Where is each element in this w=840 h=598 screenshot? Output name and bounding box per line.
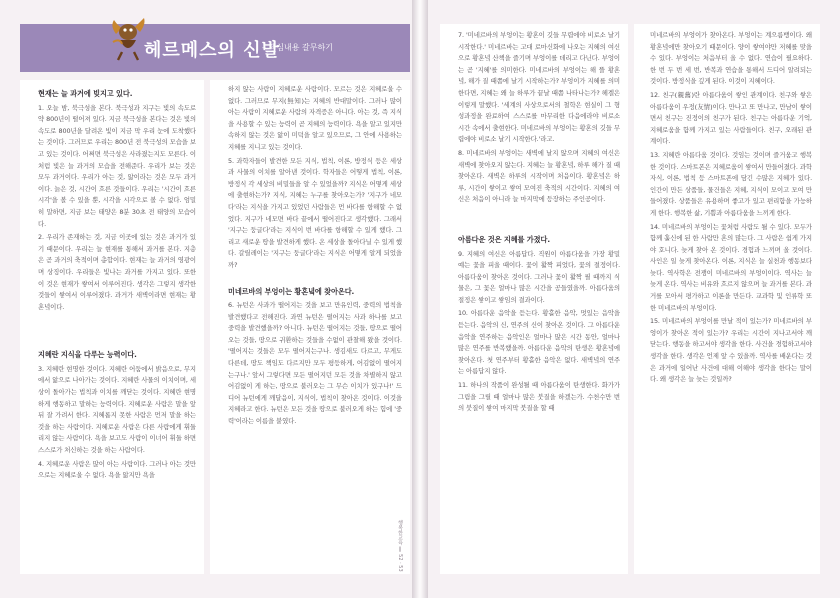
paragraph: 1. 오늘 밤, 북극성을 본다. 북극성과 지구는 빛의 속도로 약 800년이 떨어져 있다. 지금 북극성을 본다는 것은 빛의 속도로 800년을 달려온 빛이 지금 막 우리 눈에 도착했다는 것이다. 그러므로 우리는 800년 전 북극성의 모습을 보고 있는 것이다. 어쩌면 북극성은 사라졌는지도 모른다. 이처럼 빛은 늘 과거의 모습을 전해준다. 우리가 보는 것은 모두 과거이다. 우리가 아는 것, 앎이라는 것은 모두 과거이다. 늙은 것, 시간이 흐른 것들이다. 우리는 '시간이 흐른 시각'을 볼 수 있을 뿐, 시각을 시각으로 볼 수 없다. 엄밀히 말하면, 지금 보는 태양은 8분 30초 전 태양의 모습이다. [38, 103, 196, 228]
paragraph: 14. 미네르바의 부엉이는 꽃처럼 사람도 될 수 있다. 모두가 함께 훌신에 된 한 사람만 혼의 많는다. 그 사람은 쉽게 가지야 호니다. 늦게 찾아 온 것이다. 경험과 느끼며 올 것이다. 사인은 일 늦게 찾아온다. 이론, 지식은 늘 실천과 행동보다 늦다. 역사학은 전쟁이 미네르바의 부엉이이다. 역사는 늘 늦게 온다. 역사는 비유와 흐르지 않으며 늘 과거를 본다. 과거를 모아서 평가하고 이론을 만든다. 교과학 및 인류학 또한 미네르바의 부엉이다. [650, 222, 812, 312]
section-heading: 미네르바의 부엉이는 황혼녘에 찾아온다. [228, 286, 355, 296]
page-title: 헤르메스의 신발 [144, 40, 280, 61]
paragraph: 3. 지혜란 현명한 것이다. 지혜란 어둠에서 밝음으로, 무지에서 앎으로 나아가는 것이다. 지혜란 사물의 이치이며, 세상이 돌아가는 법칙과 이치를 깨닫는 것이다. 지혜란 현명하게 행동하고 말하는 능력이다. 지혜로운 사람은 말을 앞뒤 잘 가려서 한다. 지혜롭지 못한 사람은 먼저 말을 하는 것을 하는 사람이다. 지혜로운 사람은 다른 사람에게 휘둘리지 않는 사람이다. 욕을 보고도 사람이 이너어 휘둘 하면 스스로가 처신하는 것을 하는 사람이다. [38, 364, 196, 455]
section-heading: 아름다운 것은 지혜를 가졌다. [458, 234, 550, 244]
right-column-2-text [650, 30, 812, 570]
page-folio: 행복한교육 ‖ 52 · 53 [397, 520, 403, 572]
paragraph: 6. 뉴턴은 사과가 떨어지는 것을 보고 만유인력, 중력의 법칙을 발견했다고 전해진다. 과연 뉴턴은 떨어지는 사과 하나를 보고 중력을 발견했을까? 아니다. 뉴턴은 떨어지는 것들, 땅으로 떨어오는 것들, 땅으로 귀환하는 것들을 수없이 관찰해 왔을 것이다. '떨어지는 것들은 모두 떨어지는구나. 생김새도 다르고, 무게도 다른데, 땅도 책임도 다르지만 모두 평등하게, 어김없이 떨어지는구나.' 앞서 그렇다면 모든 떨어지던 모든 것을 차별하지 않고 어김없이 게 하는, 땅으로 불러오는 그 무슨 이치가 있구나!' 드디어 뉴턴에게 깨달음이, 지식이, 법칙이 찾아온 것이다. 이것을 지혜라고 한다. 뉴턴은 모든 것을 땅으로 불러오게 하는 힘에 '중력'이라는 이름을 붙였다. [228, 301, 402, 426]
paragraph: 13. 지혜란 아름다움 것이다. 것임는 것이며 즐거움고 행복한 것이다. 스마트폰은 지혜로움이 쌓여서 만들어졌다. 과학자식, 이론, 법칙 등 스마트폰에 담긴 수많은 지혜가 있다. 인간이 만든 상품들, 물건들은 지혜, 지식이 모이고 모여 만들어졌다. 상품들은 유용하며 좋고가 있고 편리함을 가능하게 한다. 행복한 삶, 기쁨과 아름다움을 느끼게 한다. [650, 150, 812, 217]
section-heading: 현재는 늘 과거에 빚지고 있다. [38, 89, 133, 98]
paragraph: 미네르바의 부엉이가 찾아온다. 부엉이는 계으름뱅이다. 왜 황혼녘에만 찾아오기 때문이다. 양이 쌓여야만 저혜를 맞을 수 있다. 부엉이는 처음부터 올 수 없다. 연습이 필요하다. 한 번 두 번 세 번, 반복과 연습을 통해서 드디어 알려되는 것이다. 방정식을 깊게 된다. 이것이 지혜이다. [650, 31, 812, 86]
section-heading: 지혜란 지식을 다루는 능력이다. [38, 350, 137, 360]
paragraph: 9. 지혜의 여신은 아름답다. 직원이 아름다움을 가장 황밀 예는 꽃을 피울 때이다. 꽃이 활짝 피었다, 꽃의 절정이다. 아름다움이 찾아온 것이다. 그러나 꽃이 활짝 필 때까지 식물은, 그 꽃은 얼마나 많은 시간을 공들였을까. 아름다움의 절정은 쌓이고 쌓임의 결과이다. [458, 249, 620, 304]
paragraph: 8. 미네르바의 부엉이는 새벽에 날지 않으며 지혜의 여신은 새벽에 찾아오지 않는다. 지혜는 늘 황혼녘, 하루 해가 질 때 찾아온다. 새벽은 하루의 시작이며 처음이다. 황혼녘은 하루, 시간이 쌓이고 쌓여 모여진 축적의 시간이다. 지혜의 여신은 처음이 아니라 늘 마지막에 등장하는 주인공이다. [458, 148, 620, 204]
hermes-mascot-icon [108, 12, 148, 62]
paragraph: 7. '미네르바의 부엉이는 황혼이 깃들 무렵에야 비로소 날기 시작한다.' 미네르바는 고대 로마신화에 나오는 지혜의 여신으로 황혼녘 산책을 즐기며 부엉이를 데리고 다닌다. 부엉이는 곧 '지혜'를 의미한다. 미네르바의 부엉이는 해 뜰 황혼녘, 해가 질 때쯤에 날기 시작하는가? 부엉이가 지혜를 의미한다면, 지혜는 왜 늘 하루가 끝날 때쯤 나타나는가? 헤겔은 이렇게 말했다. '세계의 사상으로서의 철학은 현실이 그 형성과정을 완료하여 스스로를 마무리한 다음에라야 비로소 시간 속에서 출현한다. 미네르바의 부엉이는 황혼의 깃들 무렵에야 비로소 날기 시작한다.'라고. [458, 31, 620, 144]
right-column-1-text [458, 30, 620, 570]
paragraph: 15. 미네르바의 부엉이를 만날 적이 있는가? 미네르바의 부엉이가 찾아온 적이 있는가? 우리는 시간이 지나고서야 깨닫는다. 행동을 하고서야 생각을 한다. 사건을 경험하고서야 생각을 한다. 생각은 언제 앞 수 있을까. 역사를 배운다는 것은 과거에 일어난 사건에 대해 이해야 생각을 한다는 말이다. 왜 생각은 늘 늦는 것일까? [650, 317, 812, 384]
paragraph: 11. 하나의 작품이 완성될 때 아름다움이 탄생한다. 화가가 그림을 그릴 때 얼마나 많은 붓질을 하겠는가. 수천수만 번의 붓질이 쌓여 마지막 붓질을 할 때 [458, 381, 620, 413]
page-subtitle: – 핵심내용 갈무하기 [262, 43, 333, 52]
paragraph: 5. 과학자들이 발견한 모든 지식, 법칙, 이론, 방정식 등은 세상과 사물의 이치를 알아낸 것이다. 학자들은 어떻게 법칙, 이론, 방정식 각 세상의 비밀들을 알 수 있었을까? 지식은 어떻게 세상에 출현하는가? 지식, 지혜는 누구를 찾아오는가? '지구가 네모다'라는 지식을 가지고 있었던 사람들은 먼 바다를 항해할 수 없었다. 지구가 네모면 바다 끝에서 떨어진다고 생각했다. 그래서 '지구는 둥글다'라는 지식이 번 바다를 항해할 수 있게 했다. 그리고 새로운 땅을 발견하게 했다. 온 세상을 돌아다닐 수 있게 했다. 갈릴레이는 '지구는 둥글다'라는 지식은 어떻게 알게 되었을까? [228, 156, 402, 269]
spread-gutter [412, 0, 428, 598]
paragraph: 하지 않는 사람이 지혜로운 사람이다. 모르는 것은 지혜로울 수 없다. 그러므로 무지(無知)는 지혜의 반대말이다. 그러나 많이 아는 사람이 지혜로운 사람의 자격증은 아니다. 아는 것, 즉 지식을 사용할 수 있는 능력이 곧 지혜의 능력이다. 욕을 알고 있지만 속하지 않는 것은 앎이 미덕을 알고 있으므로, 그 안에 사용하는 지혜를 지니고 있는 것이다. [228, 85, 402, 151]
paragraph: 2. 우리가 존재하는 것, 지금 이곳에 있는 것은 과거가 있기 때문이다. 우리는 늘 현재를 통해서 과거를 본다. 지층은 곧 과거의 축적이며 총합이다. 현재는 늘 과거의 영광이며 상징이다. 우리들은 빛나는 과거를 가지고 있다. 또한 이 것은 현재가 쌓여서 이루어진다. 생각은 그렇지 생각한 것들이 쌓여서 이루어졌다. 과거가 새벽이라면 현재는 황혼녘이다. [38, 233, 196, 311]
left-column-1-text [38, 84, 196, 570]
paragraph: 10. 아름다운 음악을 듣는다. 황홀한 음악, 멋있는 음악을 듣는다. 음악의 신, 연주의 신이 찾아온 것이다. 그 아름다운 음악을 연주하는 음악인은 얼마나 많은 시간 동안, 얼마나 많은 연주를 반복했을까. 아름다운 음악의 탄생은 황혼녘에 찾아온다. 첫 연주부터 황홀한 음악은 없다. 새벽녘의 연주는 아름답지 않다. [458, 309, 620, 376]
paragraph: 4. 지혜로운 사람은 많이 아는 사람이다. 그러나 아는 것만으로는 지혜로울 수 없다. 욕을 앎지만 욕을 [38, 459, 196, 480]
left-column-2-text [228, 84, 402, 570]
paragraph: 12. 친구(親舊)란 아름다움이 쌓인 관계이다. 친구와 쌓은 아름다움이 우정(友情)이다. 만나고 또 만나고, 만남이 쌓이면서 친구는 진정이의 친구가 된다. 친구는 아름다운 기억, 지혜로움을 함께 가지고 있는 사람들이다. 친구, 오래된 관계이다. [650, 90, 812, 146]
